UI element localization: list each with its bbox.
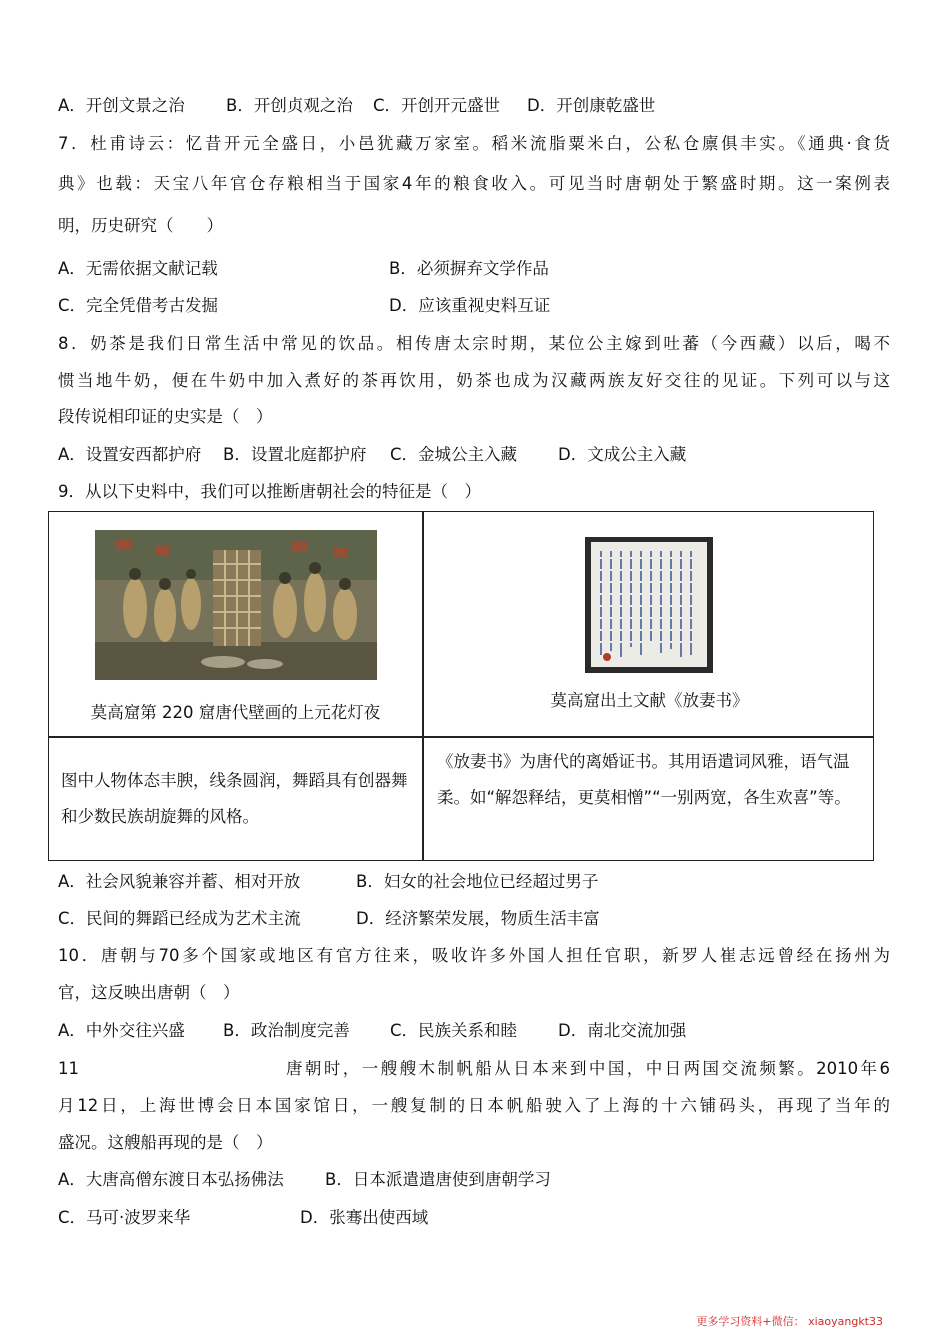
q10-stem-line2: 官，这反映出唐朝（ ） [58, 983, 240, 1002]
q9-option-c: C．民间的舞蹈已经成为艺术主流 [58, 909, 301, 928]
mural-description: 图中人物体态丰腴，线条圆润，舞蹈具有创器舞和少数民族胡旋舞的风格。 [61, 771, 408, 826]
q8-option-d: D．文成公主入藏 [558, 445, 687, 464]
q8-stem-line1: 8．奶茶是我们日常生活中常见的饮品。相传唐太宗时期，某位公主嫁到吐蕃（今西藏）以后，喝不 [58, 334, 890, 353]
q10-option-d: D．南北交流加强 [558, 1021, 687, 1040]
mural-illustration [95, 530, 377, 680]
q8-option-b: B．设置北庭都护府 [223, 445, 367, 464]
q6-option-b: B．开创贞观之治 [226, 96, 353, 115]
q7-option-c: C．完全凭借考古发掘 [58, 296, 219, 315]
q8-stem-line3: 段传说相印证的史实是（ ） [58, 407, 273, 426]
q6-option-d: D．开创康乾盛世 [527, 96, 656, 115]
q8-option-c: C．金城公主入藏 [390, 445, 518, 464]
q7-stem-line3: 明，历史研究（ ） [58, 216, 223, 235]
q7-option-a: A．无需依据文献记载 [58, 259, 218, 278]
q7-option-d: D．应该重视史料互证 [389, 296, 551, 315]
q9-option-b: B．妇女的社会地位已经超过男子 [356, 872, 599, 891]
q7-option-b: B．必须摒弃文学作品 [389, 259, 549, 278]
q11-option-d: D．张骞出使西域 [300, 1208, 429, 1227]
mural-caption: 莫高窟第 220 窟唐代壁画的上元花灯夜 [90, 703, 381, 722]
q8-option-a: A．设置安西都护府 [58, 445, 202, 464]
document-description: 《放妻书》为唐代的离婚证书。其用语遣词风雅，语气温柔。如“解怨释结，更莫相憎”“一别两宽，各生欢喜”等。 [437, 752, 851, 807]
table-divider-horizontal [49, 736, 873, 738]
q6-option-a: A．开创文景之治 [58, 96, 185, 115]
q9-option-a: A．社会风貌兼容并蓄、相对开放 [58, 872, 301, 891]
q9-source-table [48, 511, 874, 861]
q11-option-a: A．大唐高僧东渡日本弘扬佛法 [58, 1170, 284, 1189]
q9-stem: 9．从以下史料中，我们可以推断唐朝社会的特征是（ ） [58, 482, 481, 501]
q7-stem-line2: 典》也载：天宝八年官仓存粮相当于国家4年的粮食收入。可见当时唐朝处于繁盛时期。这一案例表 [58, 174, 890, 193]
document-illustration [585, 537, 713, 673]
q10-option-c: C．民族关系和睦 [390, 1021, 518, 1040]
q7-stem-line1: 7．杜甫诗云：忆昔开元全盛日，小邑犹藏万家室。稻米流脂粟米白，公私仓廪俱丰实。《通典·食货 [58, 134, 890, 153]
q10-option-b: B．政治制度完善 [223, 1021, 350, 1040]
table-divider-vertical [422, 512, 424, 860]
q10-option-a: A．中外交往兴盛 [58, 1021, 185, 1040]
q10-stem-line1: 10．唐朝与70多个国家或地区有官方往来，吸收许多外国人担任官职，新罗人崔志远曾经在扬州为 [58, 946, 890, 965]
q11-number: 11 [58, 1059, 79, 1078]
q11-stem-line1: 唐朝时，一艘艘木制帆船从日本来到中国，中日两国交流频繁。2010年6 [286, 1059, 890, 1078]
mural-image [95, 530, 377, 680]
q8-stem-line2: 惯当地牛奶，便在牛奶中加入煮好的茶再饮用，奶茶也成为汉藏两族友好交往的见证。下列可以与这 [58, 371, 890, 390]
q11-stem-line2: 月12日，上海世博会日本国家馆日，一艘复制的日本帆船驶入了上海的十六铺码头，再现了当年的 [58, 1096, 890, 1115]
divorce-document-image [585, 537, 713, 673]
q11-option-c: C．马可·波罗来华 [58, 1208, 191, 1227]
document-caption: 莫高窟出土文献《放妻书》 [550, 691, 749, 710]
q6-option-c: C．开创开元盛世 [373, 96, 501, 115]
q9-option-d: D．经济繁荣发展，物质生活丰富 [356, 909, 600, 928]
q11-stem-line3: 盛况。这艘船再现的是（ ） [58, 1133, 273, 1152]
footer-watermark-text: 更多学习资料+微信： xiaoyangkt33 [696, 1315, 883, 1328]
q11-option-b: B．日本派遣遣唐使到唐朝学习 [325, 1170, 551, 1189]
